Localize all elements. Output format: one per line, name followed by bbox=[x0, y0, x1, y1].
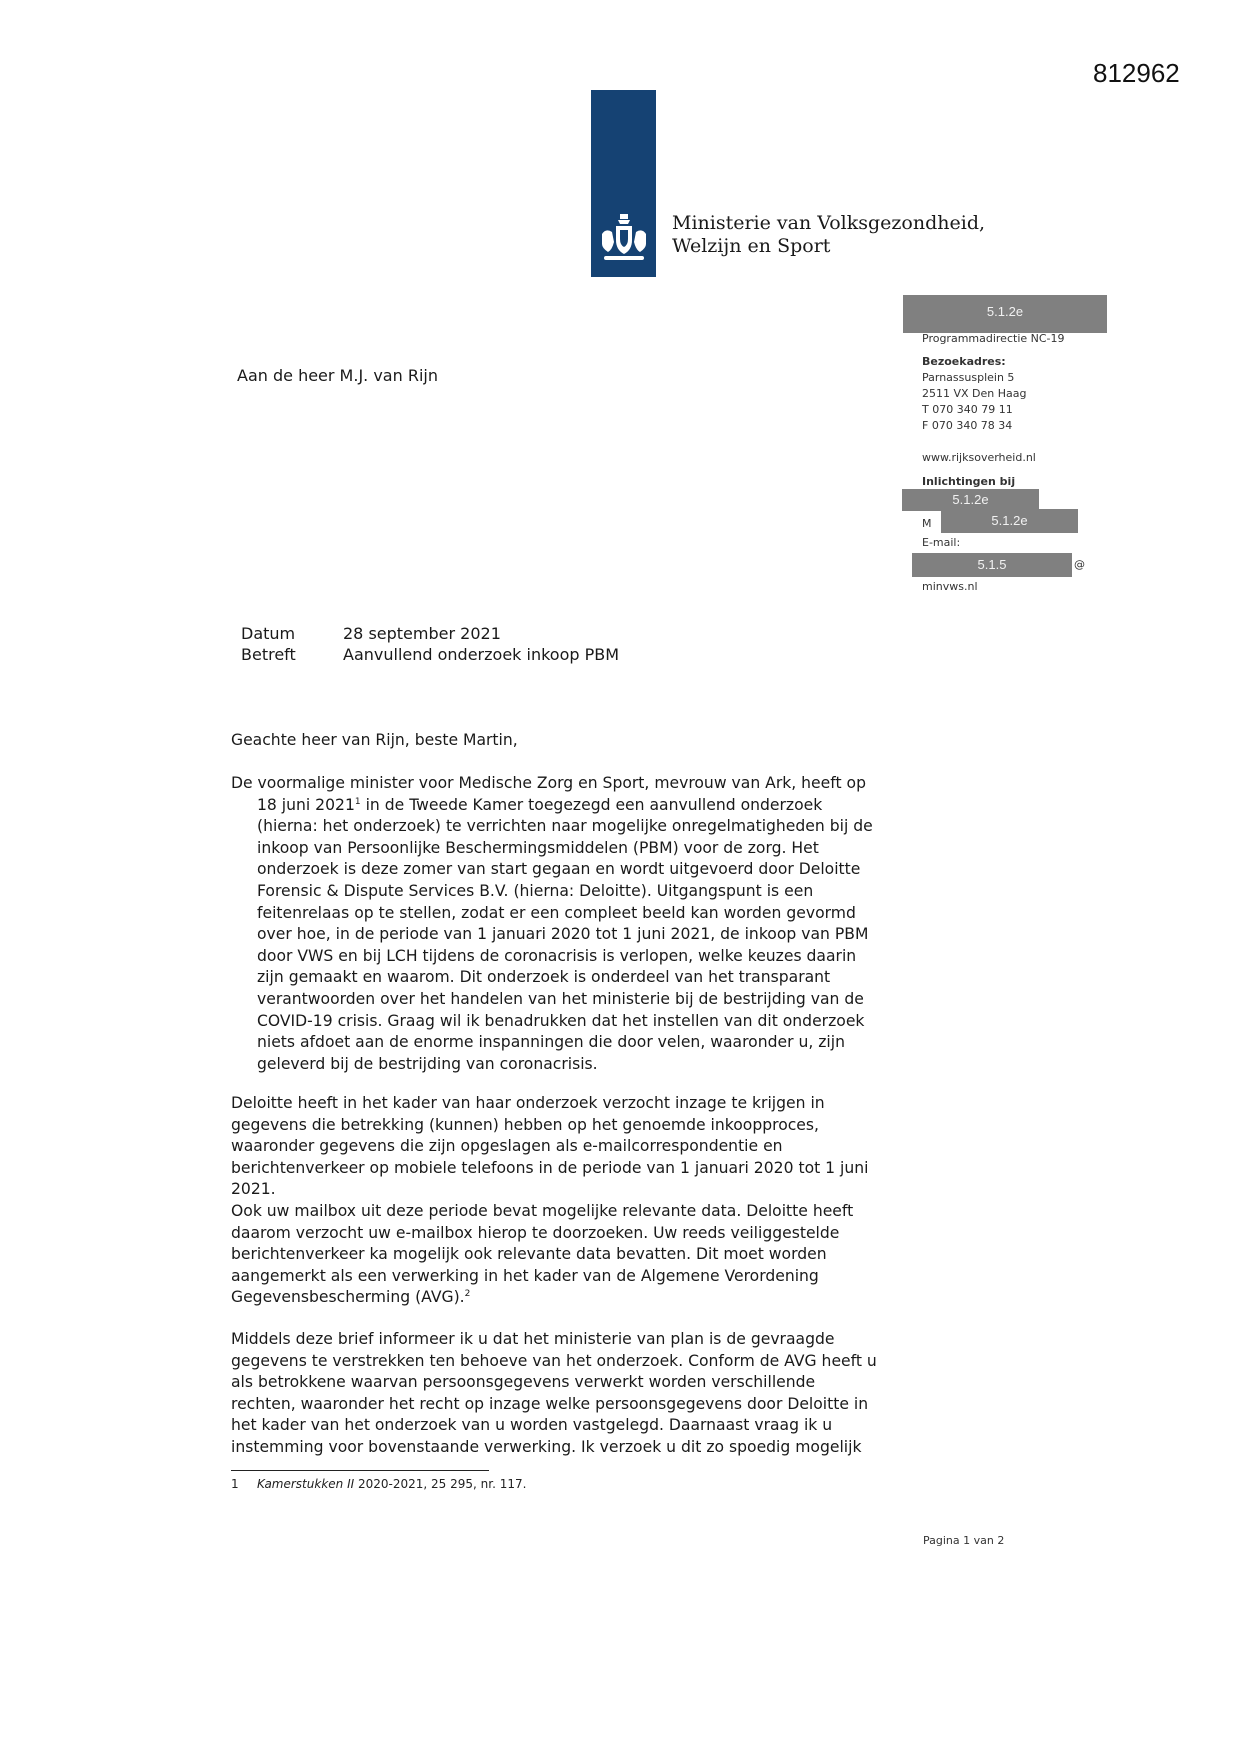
department-name: Programmadirectie NC-19 bbox=[922, 332, 1065, 345]
date-label: Datum bbox=[241, 624, 296, 643]
addressee: Aan de heer M.J. van Rijn bbox=[237, 366, 438, 385]
address-street: Parnassusplein 5 bbox=[922, 371, 1015, 384]
ministry-name bbox=[672, 212, 985, 258]
salutation: Geachte heer van Rijn, beste Martin, bbox=[231, 731, 518, 749]
paragraph-2 bbox=[231, 1093, 921, 1309]
text-line: Middels deze brief informeer ik u dat het ministerie van plan is de gevraagde bbox=[231, 1330, 835, 1348]
text-line: geleverd bij de bestrijding van coronacrisis. bbox=[257, 1054, 598, 1073]
text-line: (hierna: het onderzoek) te verrichten naar mogelijke onregelmatigheden bij de bbox=[257, 817, 873, 836]
document-number: 812962 bbox=[1093, 58, 1180, 88]
text-line: zijn gemaakt en waarom. Dit onderzoek is onderdeel van het transparant bbox=[257, 968, 831, 987]
email-redaction: 5.1.5 bbox=[912, 553, 1072, 577]
text-line: rechten, waaronder het recht op inzage welke persoonsgegevens door Deloitte in bbox=[231, 1394, 869, 1413]
footnote-rest: 2020-2021, 25 295, nr. 117. bbox=[354, 1477, 527, 1491]
text-line: berichtenverkeer op mobiele telefoons in de periode van 1 januari 2020 tot 1 juni bbox=[231, 1158, 869, 1177]
text-line: De voormalige minister voor Medische Zorg en Sport, mevrouw van Ark, heeft op bbox=[231, 774, 866, 792]
paragraph-3 bbox=[231, 1329, 921, 1459]
visit-address bbox=[922, 354, 1027, 434]
text-line: daarom verzocht uw e-mailbox hierop te doorzoeken. Uw reeds veiliggestelde bbox=[231, 1223, 840, 1242]
paragraph-1 bbox=[231, 773, 921, 1075]
text-line: COVID-19 crisis. Graag wil ik benadrukken dat het instellen van dit onderzoek bbox=[257, 1011, 865, 1030]
text-line: feitenrelaas op te stellen, zodat er een compleet beeld kan worden gevormd bbox=[257, 903, 856, 922]
mobile-prefix: M bbox=[922, 517, 932, 530]
text-line: inkoop van Persoonlijke Beschermingsmiddelen (PBM) voor de zorg. Het bbox=[257, 838, 819, 857]
redaction-block: 5.1.2e bbox=[903, 295, 1107, 333]
text-span: in de Tweede Kamer toegezegd een aanvullend onderzoek bbox=[360, 795, 823, 814]
footnote-divider bbox=[231, 1470, 489, 1471]
footnote-number: 1 bbox=[231, 1477, 239, 1491]
text-line bbox=[231, 795, 921, 817]
text-line: aangemerkt als een verwerking in het kader van de Algemene Verordening bbox=[231, 1266, 819, 1285]
text-line: niets afdoet aan de enorme inspanningen die door velen, waaronder u, zijn bbox=[257, 1033, 845, 1052]
text-line: gegevens te verstrekken ten behoeve van het onderzoek. Conform de AVG heeft u bbox=[231, 1351, 877, 1370]
footnote-ref: 1 bbox=[354, 796, 361, 807]
text-line: als betrokkene waarvan persoonsgegevens verwerkt worden verschillende bbox=[231, 1373, 816, 1392]
visit-address-label: Bezoekadres: bbox=[922, 355, 1006, 368]
address-city: 2511 VX Den Haag bbox=[922, 387, 1027, 400]
text-line bbox=[231, 1287, 921, 1309]
text-line: instemming voor bovenstaande verwerking. Ik verzoek u dit zo spoedig mogelijk bbox=[231, 1437, 862, 1456]
subject-value: Aanvullend onderzoek inkoop PBM bbox=[343, 645, 620, 664]
email-domain: minvws.nl bbox=[922, 580, 978, 593]
info-label: Inlichtingen bij bbox=[922, 475, 1016, 488]
royal-crest-icon bbox=[596, 212, 652, 264]
text-span: Gegevensbescherming (AVG). bbox=[231, 1288, 465, 1307]
text-line: gegevens die betrekking (kunnen) hebben op het genoemde inkoopproces, bbox=[231, 1115, 819, 1134]
text-line: Ook uw mailbox uit deze periode bevat mogelijke relevante data. Deloitte heeft bbox=[231, 1201, 854, 1220]
email-at: @ bbox=[1074, 558, 1085, 571]
fax-number: F 070 340 78 34 bbox=[922, 419, 1013, 432]
footnote-source: Kamerstukken II bbox=[257, 1477, 355, 1491]
mobile-redaction: 5.1.2e bbox=[941, 509, 1078, 533]
date-value: 28 september 2021 bbox=[343, 624, 501, 643]
email-label: E-mail: bbox=[922, 536, 961, 549]
info-label-wrap bbox=[922, 474, 1015, 490]
text-line: verantwoorden over het handelen van het ministerie bij de bestrijding van de bbox=[257, 989, 864, 1008]
phone-number: T 070 340 79 11 bbox=[922, 403, 1013, 416]
subject-label: Betreft bbox=[241, 645, 296, 664]
footnote bbox=[231, 1477, 526, 1491]
text-line: onderzoek is deze zomer van start gegaan en wordt uitgevoerd door Deloitte bbox=[257, 860, 861, 879]
text-line: door VWS en bij LCH tijdens de coronacrisis is verlopen, welke keuzes daarin bbox=[257, 946, 857, 965]
footnote-ref: 2 bbox=[464, 1289, 471, 1300]
text-line: Forensic & Dispute Services B.V. (hierna: Deloitte). Uitgangspunt is een bbox=[257, 881, 814, 900]
page-number: Pagina 1 van 2 bbox=[923, 1534, 1005, 1547]
text-line: berichtenverkeer ka mogelijk ook relevante data bevatten. Dit moet worden bbox=[231, 1245, 827, 1264]
info-redaction: 5.1.2e bbox=[902, 489, 1039, 511]
text-line: Deloitte heeft in het kader van haar onderzoek verzocht inzage te krijgen in bbox=[231, 1094, 825, 1112]
text-line: het kader van het onderzoek van u worden vastgelegd. Daarnaast vraag ik u bbox=[231, 1416, 833, 1435]
ministry-line-2: Welzijn en Sport bbox=[672, 235, 831, 257]
website-link[interactable]: www.rijksoverheid.nl bbox=[922, 451, 1036, 464]
text-line: 2021. bbox=[231, 1180, 276, 1199]
text-line: over hoe, in de periode van 1 januari 2020 tot 1 juni 2021, de inkoop van PBM bbox=[257, 925, 869, 944]
text-span: 18 juni 2021 bbox=[257, 795, 355, 814]
text-line: waaronder gegevens die zijn opgeslagen als e-mailcorrespondentie en bbox=[231, 1137, 783, 1156]
ministry-line-1: Ministerie van Volksgezondheid, bbox=[672, 212, 986, 234]
